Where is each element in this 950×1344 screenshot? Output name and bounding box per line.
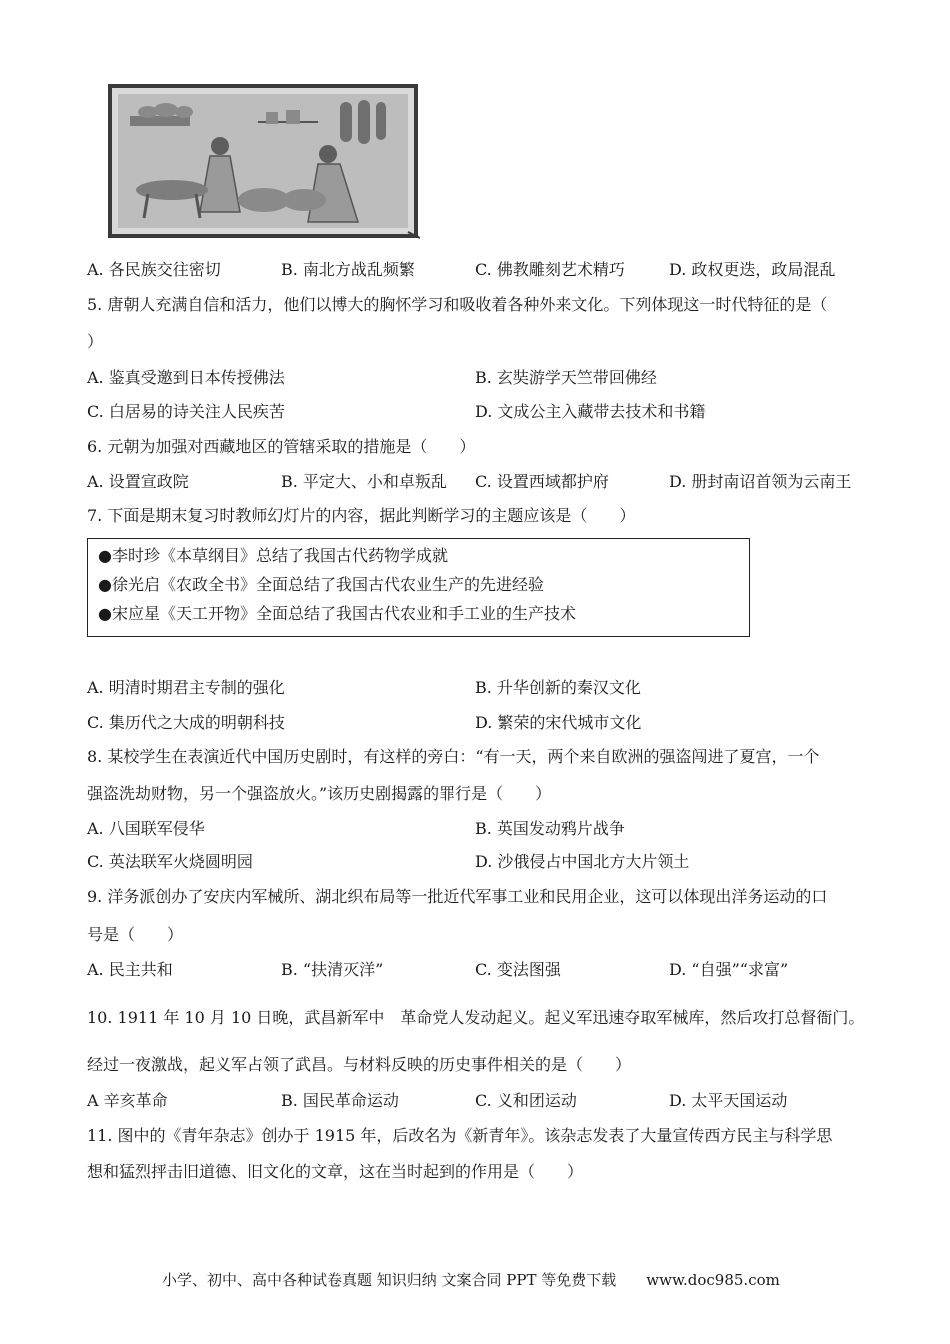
- q11-stem-line2: 想和猛烈抨击旧道德、旧文化的文章，这在当时起到的作用是（ ）: [87, 1162, 584, 1181]
- q10-option-d: D. 太平天国运动: [669, 1091, 788, 1110]
- q6-option-b: B. 平定大、小和卓叛乱: [281, 472, 447, 491]
- q5-option-b: B. 玄奘游学天竺带回佛经: [475, 368, 657, 387]
- q10-stem-line2: 经过一夜激战，起义军占领了武昌。与材料反映的历史事件相关的是（ ）: [87, 1055, 632, 1074]
- q4-option-c: C. 佛教雕刻艺术精巧: [475, 260, 625, 279]
- q7-option-a: A. 明清时期君主专制的强化: [87, 678, 285, 697]
- q8-stem-line1: 8. 某校学生在表演近代中国历史剧时，有这样的旁白：“有一天，两个来自欧洲的强盗闯进了夏宫，一个: [87, 747, 820, 766]
- q8-option-c: C. 英法联军火烧圆明园: [87, 852, 253, 871]
- q7-option-c: C. 集历代之大成的明朝科技: [87, 713, 285, 732]
- q10-option-c: C. 义和团运动: [475, 1091, 577, 1110]
- q5-stem-line2: ）: [87, 332, 104, 351]
- page-footer: 小学、初中、高中各种试卷真题 知识归纳 文案合同 PPT 等免费下载 www.doc985.com: [162, 1271, 780, 1289]
- q7-option-b: B. 升华创新的秦汉文化: [475, 678, 641, 697]
- q9-option-b: B. “扶清灭洋”: [281, 960, 384, 979]
- q6-option-c: C. 设置西域都护府: [475, 472, 609, 491]
- q6-option-a: A. 设置宣政院: [87, 472, 189, 491]
- q5-stem-line1: 5. 唐朝人充满自信和活力，他们以博大的胸怀学习和吸收着各种外来文化。下列体现这一时代特征的是（: [87, 295, 828, 314]
- q5-option-d: D. 文成公主入藏带去技术和书籍: [475, 402, 706, 421]
- q9-option-c: C. 变法图强: [475, 960, 561, 979]
- q6-option-d: D. 册封南诏首领为云南王: [669, 472, 852, 491]
- q7-stem: 7. 下面是期末复习时教师幻灯片的内容，据此判断学习的主题应该是（ ）: [87, 506, 636, 525]
- q10-option-a: A 辛亥革命: [87, 1091, 168, 1110]
- q11-stem-line1: 11. 图中的《青年杂志》创办于 1915 年，后改名为《新青年》。该杂志发表了大量宣传西方民主与科学思: [87, 1126, 833, 1145]
- mural-image: [108, 82, 420, 242]
- q8-option-a: A. 八国联军侵华: [87, 819, 205, 838]
- q7-option-d: D. 繁荣的宋代城市文化: [475, 713, 642, 732]
- q9-option-d: D. “自强”“求富”: [669, 960, 789, 979]
- q9-stem-line1: 9. 洋务派创办了安庆内军械所、湖北织布局等一批近代军事工业和民用企业，这可以体现出洋务运动的口: [87, 887, 828, 906]
- q10-option-b: B. 国民革命运动: [281, 1091, 399, 1110]
- q9-option-a: A. 民主共和: [87, 960, 173, 979]
- q6-stem: 6. 元朝为加强对西藏地区的管辖采取的措施是（ ）: [87, 437, 476, 456]
- q5-option-a: A. 鉴真受邀到日本传授佛法: [87, 368, 285, 387]
- q8-option-d: D. 沙俄侵占中国北方大片领土: [475, 852, 690, 871]
- slide-bullet-2: ●徐光启《农政全书》全面总结了我国古代农业生产的先进经验: [98, 575, 544, 594]
- q4-option-a: A. 各民族交往密切: [87, 260, 221, 279]
- q5-option-c: C. 白居易的诗关注人民疾苦: [87, 402, 285, 421]
- q9-stem-line2: 号是（ ）: [87, 925, 184, 944]
- q8-option-b: B. 英国发动鸦片战争: [475, 819, 625, 838]
- q4-option-b: B. 南北方战乱频繁: [281, 260, 415, 279]
- q10-stem-line1: 10. 1911 年 10 月 10 日晚，武昌新军中 革命党人发动起义。起义军迅速夺取军械库，然后攻打总督衙门。: [87, 1008, 865, 1027]
- q4-option-d: D. 政权更迭，政局混乱: [669, 260, 836, 279]
- slide-bullet-3: ●宋应星《天工开物》全面总结了我国古代农业和手工业的生产技术: [98, 604, 576, 623]
- q8-stem-line2: 强盗洗劫财物，另一个强盗放火。”该历史剧揭露的罪行是（ ）: [87, 784, 552, 803]
- slide-bullet-1: ●李时珍《本草纲目》总结了我国古代药物学成就: [98, 546, 448, 565]
- slide-content-box: [87, 538, 750, 637]
